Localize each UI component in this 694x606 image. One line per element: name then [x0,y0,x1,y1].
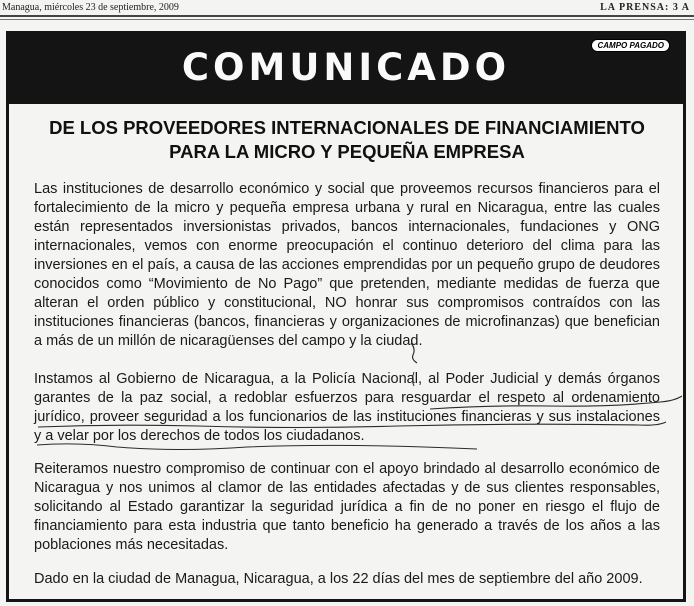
headline-line-1: DE LOS PROVEEDORES INTERNACIONALES DE FINANCIAMIENTO [49,117,645,138]
page-label: LA PRENSA: 3 A [600,2,690,13]
headline-line-2: PARA LA MICRO Y PEQUEÑA EMPRESA [169,141,525,162]
title-banner [6,31,686,104]
header-rule [0,15,694,17]
paid-ad-badge: CAMPO PAGADO [591,39,670,52]
banner-title: COMUNICADO [181,46,511,89]
paragraph-signoff: Dado en la ciudad de Managua, Nicaragua, a los 22 días del mes de septiembre del año 2009. [34,571,643,587]
header-rule-thin [0,19,694,20]
paragraph-commitment: Reiteramos nuestro compromiso de continuar con el apoyo brindado al desarrollo económico de Nicaragua y nos unimos al clamor de las entidades afectadas y de sus clientes responsables, solicitando al Estado garantizar la seguridad jurídica a fin de no poner en riesgo el flujo de financiamiento para esta industria que tanto beneficio ha generado a través de los años a las poblaciones más necesitadas. [34,461,660,553]
dateline: Managua, miércoles 23 de septiembre, 2009 [2,2,179,13]
headline [0,116,694,164]
paragraph-appeal: Instamos al Gobierno de Nicaragua, a la Policía Nacional, al Poder Judicial y demás órganos garantes de la paz social, a redoblar esfuerzos para resguardar el respeto al ordenamiento jurídico, proveer seguridad a los funcionarios de las instituciones financieras y sus instalaciones y a velar por los derechos de todos los ciudadanos. [34,371,660,444]
paragraph-concern: Las instituciones de desarrollo económico y social que proveemos recursos financieros para el fortalecimiento de la micro y pequeña empresa urbana y rural en Nicaragua, entre las cuales están representados inversionistas privados, bancos internacionales, fundaciones y ONG internacionales, vemos con enorme preocupación el continuo deterioro del clima para las inversiones en el país, a causa de las acciones emprendidas por un pequeño grupo de deudores conocidos como “Movimiento de No Pago” que pretenden, mediante medidas de fuerza que alteran el orden público y constitucional, NO honrar sus compromisos contraídos con las instituciones financieras (bancos, financieras y organizaciones de microfinanzas) que benefician a más de un millón de nicaragüenses del campo y la ciudad. [34,181,660,349]
